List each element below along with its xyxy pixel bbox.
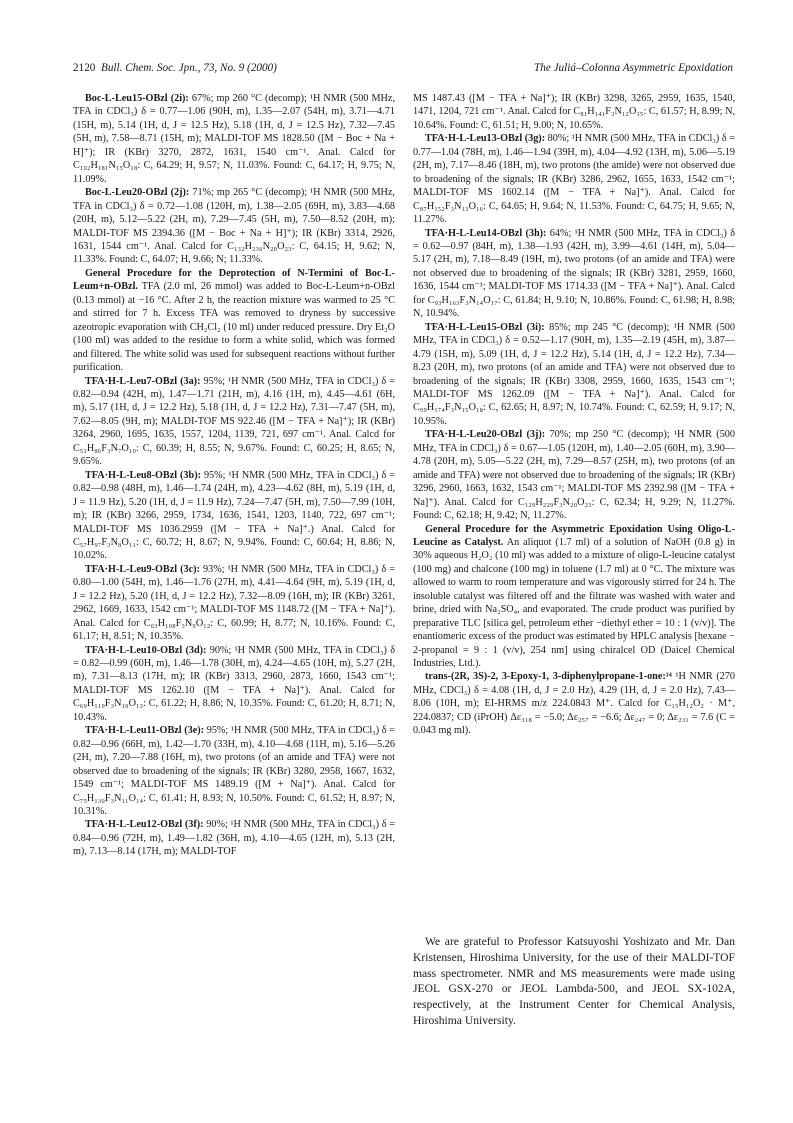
journal-citation: Bull. Chem. Soc. Jpn., 73, No. 9 (2000) bbox=[101, 62, 277, 74]
right-column bbox=[413, 92, 735, 738]
paragraph bbox=[73, 186, 395, 267]
paragraph-heading: trans-(2R, 3S)-2, 3-Epoxy-1, 3-diphenylpropane-1-one:¹⁴ bbox=[425, 671, 672, 683]
paragraph-text: 70%; mp 250 °C (decomp); ¹H NMR (500 MHz, TFA in CDCl₃) δ = 0.67—1.05 (120H, m), 1.40—2.05 (60H, m), 3.90—4.78 (20H, m), 5.05—5.22 (2H, m), 7.29—8.57 (25H, m), two protons (of an amide and TFA) were not observed due to broadening of the signals; IR (KBr) 3296, 2960, 1663, 1632, 1543 cm⁻¹; MALDI-TOF MS 2392.98 ([M − TFA + Na]⁺). Anal. Calcd for C₁₂₉H₂₂₉F₃N₂₀O₂₃: C, 62.34; H, 9.29; N, 11.27%. Found: C, 62.18; H, 9.42; N, 11.27%. bbox=[413, 429, 735, 522]
paragraph-text: 95%; ¹H NMR (500 MHz, TFA in CDCl₃) δ = 0.82—0.94 (42H, m), 1.47—1.71 (21H, m), 4.16 (1H, m), 4.45—4.61 (6H, m), 5.17 (1H, d, J = 12.2 Hz), 5.18 (1H, d, J = 12.2 Hz), 7.31—7.47 (5H, m), 7.62—8.05 (9H, m); MALDI-TOF MS 922.46 ([M − TFA + Na]⁺); IR (KBr) 3264, 2960, 1695, 1635, 1557, 1204, 1139, 721, 697 cm⁻¹. Anal. Calcd for C₅₁H₈₆F₃N₇O₁₀: C, 60.39; H, 8.55; N, 9.67%. Found: C, 60.25; H, 8.65; N, 9.65%. bbox=[73, 375, 395, 468]
paragraph-heading: Boc-L-Leu20-OBzl (2j): bbox=[85, 187, 190, 199]
paragraph bbox=[413, 428, 735, 522]
paragraph-text: 95%; ¹H NMR (500 MHz, TFA in CDCl₃) δ = 0.82—0.98 (48H, m), 1.46—1.74 (24H, m), 4.23—4.62 (8H, m), 5.19 (1H, d, J = 11.9 Hz), 5.20 (1H, d, J = 11.9 Hz), 7.24—7.47 (5H, m), 7.50—7.99 (10H, m); IR (KBr) 3266, 2959, 1734, 1636, 1541, 1203, 1140, 722, 697 cm⁻¹; MALDI-TOF MS 1036.2959 ([M − TFA + Na]⁺.) Anal. Calcd for C₅₇H₉₇F₃N₈O₁₁: C, 60.72; H, 8.67; N, 9.94%. Found: C, 60.64; H, 8.86; N, 10.02%. bbox=[73, 469, 396, 562]
paragraph-heading: Boc-L-Leu15-OBzl (2i): bbox=[85, 93, 189, 104]
paragraph-text: 80%; ¹H NMR (500 MHz, TFA in CDCl₃) δ = 0.77—1.04 (78H, m), 1.46—1.94 (39H, m), 4.04—4.92 (13H, m), 5.06—5.19 (2H, m), 7.17—8.46 (18H, m), two protons (the amide) were not observed due to broadening of the signals; IR (KBr) 3286, 2962, 1655, 1633, 1542 cm⁻¹; MALDI-TOF MS 1602.14 ([M − TFA + Na]⁺). Anal. Calcd for C₈₇H₁₅₂F₃N₁₃O₁₆: C, 64.65; H, 9.64; N, 11.53%. Found: C, 64.75; H, 9.65; N, 11.27%. bbox=[413, 133, 735, 226]
page-header bbox=[73, 62, 733, 78]
paragraph-text: 95%; ¹H NMR (500 MHz, TFA in CDCl₃) δ = 0.82—0.96 (66H, m), 1.42—1.70 (33H, m), 4.10—4.68 (11H, m), 5.16—5.26 (2H, m), 7.20—7.88 (16H, m), two protons (of an amide and TFA) were not observed due to broadening of the signals; IR (KBr) 3280, 2958, 1667, 1632, 1549 cm⁻¹; MALDI-TOF MS 1489.19 ([M + Na]⁺). Anal. Calcd for C₇₅H₁₃₀F₃N₁₁O₁₄: C, 61.41; H, 8.93; N, 10.50%. Found: C, 61.52; H, 8.97; N, 10.31%. bbox=[73, 725, 395, 818]
running-title: The Juliá–Colonna Asymmetric Epoxidation bbox=[534, 62, 733, 74]
paragraph bbox=[73, 469, 395, 563]
paragraph-text: TFA (2.0 ml, 26 mmol) was added to Boc-L-Leum+n-OBzl (0.13 mmol) at −16 °C. After 2 h, the reaction mixture was warmed to 25 °C and stirred for 7 h. Excess TFA was removed to dryness by successive azeotropic evaporation with CH₂Cl₂ (10 ml) under reduced pressure. Dry Et₂O (100 ml) was added to the residue to form a white solid, which was formed and filtered. The white solid was used for subsequent reactions without further purification. bbox=[73, 281, 395, 374]
paragraph-text: 90%; ¹H NMR (500 MHz, TFA in CDCl₃) δ = 0.82—0.99 (60H, m), 1.46—1.78 (30H, m), 4.24—4.65 (10H, m), 5.27 (2H, m), 7.31—8.13 (17H, m); IR (KBr) 3313, 2960, 2873, 1660, 1543 cm⁻¹; MALDI-TOF MS 1262.10 ([M − TFA + Na]⁺). Anal. Calcd for C₆₉H₁₁₉F₃N₁₀O₁₃: C, 61.22; H, 8.86; N, 10.35%. Found: C, 61.20; H, 8.71; N, 10.43%. bbox=[73, 644, 395, 723]
paragraph-text: An aliquot (1.7 ml) of a solution of NaOH (0.8 g) in 30% aqueous H₂O₂ (10 ml) was added to a mixture of oligo-L-leucine catalyst (100 mg) and chalcone (100 mg) in toluene (1.7 ml) at 0 °C. The mixture was allowed to warm to room temperature and was vigorously stirred for 24 h. The insoluble catalyst was filtered off and the filtrate was washed with water and brine, dried with Na₂SO₄, and evaporated. The crude product was purified by preparative TLC [silica gel, petroleum ether −diethyl ether = 10 : 1 (v/v)]. The enantiomeric excess of the product was estimated by HPLC analysis [hexane − 2-propanol = 9 : 1 (v/v), 254 nm] using chiralcel OD (Daicel Chemical Industries, Ltd.). bbox=[413, 536, 735, 670]
paragraph-text: 90%; ¹H NMR (500 MHz, TFA in CDCl₃) δ = 0.84—0.96 (72H, m), 1.49—1.82 (36H, m), 4.10—4.65 (12H, m), 5.13 (2H, m), 7.13—8.14 (17H, m); MALDI-TOF bbox=[73, 819, 395, 858]
paragraph-heading: TFA·H-L-Leu13-OBzl (3g): bbox=[425, 133, 546, 145]
paragraph-heading: TFA·H-L-Leu8-OBzl (3b): bbox=[85, 469, 201, 481]
paragraph bbox=[73, 375, 395, 469]
page-number: 2120 bbox=[73, 62, 96, 74]
paragraph-heading: TFA·H-L-Leu7-OBzl (3a): bbox=[85, 375, 201, 387]
paragraph bbox=[73, 724, 395, 818]
paragraph bbox=[73, 92, 395, 186]
paragraph-heading: TFA·H-L-Leu20-OBzl (3j): bbox=[425, 429, 546, 441]
acknowledgement: We are grateful to Professor Katsuyoshi Yoshizato and Mr. Dan Kristensen, Hiroshima University, for the use of their MALDI-TOF mass spectrometer. NMR and MS measurements were made using JEOL GSX-270 or JEOL Lambda-500, and JEOL SX-102A, respectively, at the Instrument Center for Chemical Analysis, Hiroshima University. bbox=[413, 935, 735, 1027]
paragraph-heading: TFA·H-L-Leu12-OBzl (3f): bbox=[85, 819, 204, 831]
paragraph bbox=[413, 92, 735, 132]
paragraph-heading: TFA·H-L-Leu14-OBzl (3h): bbox=[425, 227, 547, 239]
paragraph-text: MS 1487.43 ([M − TFA + Na]⁺); IR (KBr) 3298, 3265, 2959, 1635, 1540, 1471, 1204, 721 cm⁻¹. Anal. Calcd for C₈₁H₁₄₁F₃N₁₂O₁₅: C, 61.57; H, 8.99; N, 10.64%. Found: C, 61.51; H, 9.00; N, 10.65%. bbox=[413, 93, 735, 131]
paragraph bbox=[413, 321, 735, 429]
paragraph bbox=[413, 670, 735, 737]
paragraph-heading: General Procedure for the Deprotection of N-Termini of Boc-L-Leum+n-OBzl. bbox=[73, 267, 395, 293]
paragraph-heading: General Procedure for the Asymmetric Epoxidation Using Oligo-L-Leucine as Catalyst. bbox=[413, 523, 735, 548]
paragraph-heading: TFA·H-L-Leu9-OBzl (3c): bbox=[85, 563, 200, 575]
paragraph-heading: TFA·H-L-Leu11-OBzl (3e): bbox=[85, 725, 205, 737]
paragraph-text: 93%; ¹H NMR (500 MHz, TFA in CDCl₃) δ = 0.80—1.00 (54H, m), 1.46—1.76 (27H, m), 4.41—4.64 (9H, m), 5.19 (1H, d, J = 12.2 Hz), 5.20 (1H, d, J = 12.2 Hz), 7.32—8.09 (16H, m); IR (KBr) 3261, 2962, 1669, 1633, 1542 cm⁻¹; MALDI-TOF MS 1148.72 ([M − TFA + Na]⁺). Anal. Calcd for C₆₃H₁₀₈F₃N₉O₁₂: C, 60.99; H, 8.77; N, 10.16%. Found: C, 61.17; H, 8.51; N, 10.35%. bbox=[73, 563, 395, 643]
paragraph-text: 71%; mp 265 °C (decomp); ¹H NMR (500 MHz, TFA in CDCl₃) δ = 0.72—1.08 (120H, m), 1.38—2.05 (69H, m), 3.83—4.68 (20H, m), 5.12—5.22 (2H, m), 7.29—7.45 (5H, m), 7.50—8.52 (20H, m); MALDI-TOF MS 2394.36 ([M − Boc + Na + H]⁺); IR (KBr) 3314, 2926, 1631, 1544 cm⁻¹. Anal. Calcd for C₁₃₂H₂₃₆N₂₀O₂₃: C, 64.15; H, 9.62; N, 11.33%. Found: C, 64.07; H, 9.66; N; 11.33%. bbox=[73, 187, 395, 266]
paragraph bbox=[73, 267, 395, 375]
paragraph bbox=[73, 818, 395, 858]
paragraph bbox=[413, 523, 735, 671]
paragraph-text: 67%; mp 260 °C (decomp); ¹H NMR (500 MHz, TFA in CDCl₃) δ = 0.77—1.06 (90H, m), 1.35—2.07 (54H, m), 3.71—4.71 (15H, m), 5.14 (1H, d, J = 12.5 Hz), 5.18 (1H, d, J = 12.5 Hz), 7.32—7.45 (5H, m), 7.58—8.71 (15H, m); MALDI-TOF MS 1828.50 ([M − Boc + Na + H]⁺); IR (KBr) 3270, 2872, 1631, 1540 cm⁻¹. Anal. Calcd for C₁₀₂H₁₈₁N₁₅O₁₈: C, 64.29; H, 9.57; N, 11.03%. Found: C, 64.17; H, 9.75; N, 11.09%. bbox=[73, 93, 395, 185]
paragraph-text: ¹H NMR (270 MHz, CDCl₃) δ = 4.08 (1H, d, J = 2.0 Hz), 4.29 (1H, d, J = 2.0 Hz), 7.43—8.06 (10H, m); EI-HRMS m/z 224.0843 M⁺. Calcd for C₁₅H₁₂O₂ · M⁺, 224.0837; CD (iPrOH) Δε₃₁₈ = −5.0; Δε₂₅₇ = −6.6; Δε₂₄₇ = 0; Δε₂₃₁ = 7.6 (C = 0.043 mg ml). bbox=[413, 671, 736, 737]
left-column bbox=[73, 92, 395, 859]
paragraph bbox=[73, 563, 395, 644]
paragraph bbox=[413, 132, 735, 226]
paragraph bbox=[73, 644, 395, 725]
paragraph-text: 85%; mp 245 °C (decomp); ¹H NMR (500 MHz, TFA in CDCl₃) δ = 0.52—1.17 (90H, m), 1.35—2.19 (45H, m), 3.87—4.79 (15H, m), 5.09 (1H, d, J = 12.2 Hz), 5.14 (1H, d, J = 12.2 Hz), 7.34—8.23 (20H, m), two protons (of an amide and TFA) were not observed due to broadening of the signals; IR (KBr) 3308, 2959, 1660, 1635, 1543 cm⁻¹; MALDI-TOF MS 1262.09 ([M − TFA + Na]⁺). Anal. Calcd for C₉₉H₁₇₄F₃N₁₅O₁₈: C, 62.65; H, 8.97; N, 10.74%. Found: C, 62.59; H, 9.17; N, 10.95%. bbox=[413, 321, 735, 427]
paragraph-text: 64%; ¹H NMR (500 MHz, TFA in CDCl₃) δ = 0.62—0.97 (84H, m), 1.38—1.93 (42H, m), 3.99—4.61 (14H, m), 5.04—5.17 (2H, m), 7.18—8.49 (19H, m), two protons (of an amide and TFA) were not observed due to broadening of the signals; IR (KBr) 3281, 2959, 1660, 1636, 1544 cm⁻¹; MALDI-TOF MS 1714.33 ([M − TFA + Na]⁺). Anal. Calcd for C₉₃H₁₆₃F₃N₁₄O₁₇: C, 61.84; H, 9.10; N, 10.86%. Found: C, 61.98; H, 8.98; N, 10.94%. bbox=[413, 227, 735, 320]
paragraph-heading: TFA·H-L-Leu10-OBzl (3d): bbox=[85, 644, 207, 656]
paragraph bbox=[413, 227, 735, 321]
paragraph-heading: TFA·H-L-Leu15-OBzl (3i): bbox=[425, 321, 545, 333]
